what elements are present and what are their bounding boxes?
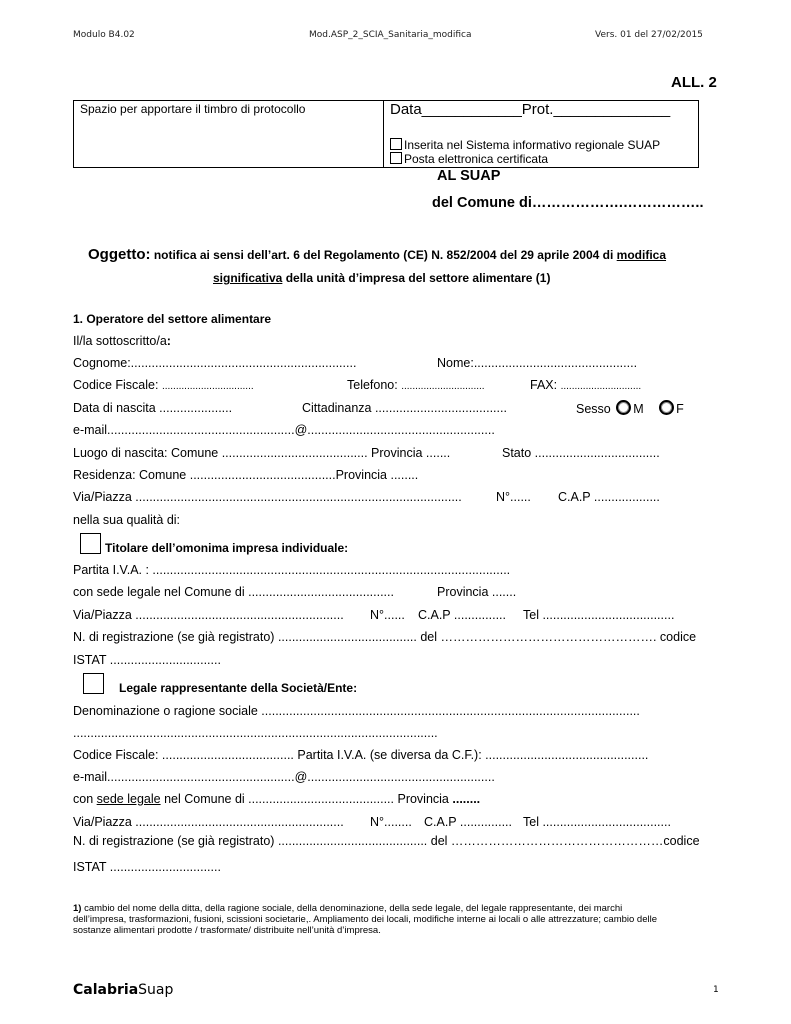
codice-fiscale-row xyxy=(73,378,254,392)
subject-line2 xyxy=(213,271,550,285)
sesso-f-label: F xyxy=(676,402,684,416)
protocol-box-divider xyxy=(383,101,384,167)
nome-field[interactable]: Nome:............................................... xyxy=(437,356,638,370)
titolare-piva-field[interactable]: Partita I.V.A. : ....................................................................................................... xyxy=(73,563,511,577)
option-suap-label: Inserita nel Sistema informativo regionale SUAP xyxy=(404,138,661,152)
titolare-cap-field[interactable]: C.A.P ............... xyxy=(418,608,506,622)
fax-label: FAX: xyxy=(530,378,561,392)
footnote-marker: 1) xyxy=(73,903,82,914)
titolare-title: Titolare dell’omonima impresa individuale: xyxy=(105,541,349,555)
legale-istat-field[interactable]: ISTAT ................................ xyxy=(73,860,221,874)
legale-numero-field[interactable]: N°........ xyxy=(370,815,412,829)
data-prot-line: Data____________Prot.______________ xyxy=(390,101,671,118)
footer-brand-light: Suap xyxy=(138,982,174,998)
titolare-numero-field[interactable]: N°...... xyxy=(370,608,405,622)
subject-significativa: significativa xyxy=(213,271,283,285)
sesso-row xyxy=(576,400,684,416)
section1-title: 1. Operatore del settore alimentare xyxy=(73,312,272,326)
titolare-via-field[interactable]: Via/Piazza ............................................................ xyxy=(73,608,344,622)
subject-text-1: notifica ai sensi dell’art. 6 del Regolamento (CE) N. 852/2004 del 29 aprile 2004 di xyxy=(150,248,617,262)
page-number: 1 xyxy=(713,985,719,995)
subject-line1 xyxy=(88,246,666,263)
telefono-field[interactable]: .............................. xyxy=(401,381,485,392)
legale-provincia-field[interactable]: ........ xyxy=(452,792,481,806)
titolare-istat-field[interactable]: ISTAT ................................ xyxy=(73,653,221,667)
option-pec-label: Posta elettronica certificata xyxy=(404,152,549,166)
footnote xyxy=(73,903,657,936)
cap-field[interactable]: C.A.P ................... xyxy=(558,490,660,504)
legale-sede-field[interactable]: nel Comune di .......................................... Provincia xyxy=(160,792,453,806)
cittadinanza-field[interactable]: Cittadinanza ...................................... xyxy=(302,401,507,415)
legale-cap-field[interactable]: C.A.P ............... xyxy=(424,815,512,829)
legale-denominazione-continued[interactable]: ......................................................................................................... xyxy=(73,726,438,740)
legale-sede-con: con xyxy=(73,792,97,806)
legale-title: Legale rappresentante della Società/Ente: xyxy=(119,681,358,695)
legale-sede-row xyxy=(73,792,480,806)
footer-brand-bold: Calabria xyxy=(73,982,139,998)
undersigned-label xyxy=(73,334,171,348)
codice-fiscale-field[interactable]: ................................. xyxy=(161,381,254,392)
numero-field[interactable]: N°...... xyxy=(496,490,531,504)
fax-field[interactable]: ............................. xyxy=(560,381,642,392)
residenza-field[interactable]: Residenza: Comune ..........................................Provincia ........ xyxy=(73,468,419,482)
attachment-label: ALL. 2 xyxy=(671,74,717,91)
via-field[interactable]: Via/Piazza .............................................................................................. xyxy=(73,490,462,504)
legale-codice-fiscale-field[interactable]: Codice Fiscale: ...................................... Partita I.V.A. (se diversa da C.F.): ............................................... xyxy=(73,748,649,762)
stato-field[interactable]: Stato .................................... xyxy=(502,446,660,460)
legale-denominazione-field[interactable]: Denominazione o ragione sociale ............................................................................................................. xyxy=(73,704,640,718)
sesso-m-radio[interactable] xyxy=(616,400,631,415)
pec-checkbox[interactable] xyxy=(390,152,402,164)
header-module: Modulo B4.02 xyxy=(73,30,135,40)
legale-registrazione-field[interactable]: N. di registrazione (se già registrato) ........................................... del ……………………………………………codice xyxy=(73,834,700,848)
email-field[interactable]: e-mail......................................................@...................................................... xyxy=(73,423,495,437)
protocol-box xyxy=(73,100,699,168)
option-suap xyxy=(390,138,660,152)
titolare-tel-field[interactable]: Tel ...................................... xyxy=(523,608,675,622)
option-pec xyxy=(390,152,548,166)
sesso-f-radio[interactable] xyxy=(659,400,674,415)
legale-sede-legale: sede legale xyxy=(96,792,161,806)
undersigned-colon: : xyxy=(166,334,171,348)
cognome-field[interactable]: Cognome:................................................................. xyxy=(73,356,357,370)
footnote-line-1 xyxy=(73,903,657,914)
addressee-suap: AL SUAP xyxy=(437,168,501,184)
suap-checkbox[interactable] xyxy=(390,138,402,150)
footnote-line-3: sostanze alimentari prodotte / trasformate/ distribuite nell’unità d’impresa. xyxy=(73,925,381,936)
legale-email-field[interactable]: e-mail......................................................@...................................................... xyxy=(73,770,495,784)
stamp-label: Spazio per apportare il timbro di protocollo xyxy=(80,102,306,116)
qualita-label: nella sua qualità di: xyxy=(73,513,181,527)
footer-brand xyxy=(73,982,173,998)
legale-via-field[interactable]: Via/Piazza ............................................................ xyxy=(73,815,344,829)
luogo-nascita-field[interactable]: Luogo di nascita: Comune .......................................... Provincia ....... xyxy=(73,446,451,460)
telefono-label: Telefono: xyxy=(347,378,402,392)
codice-fiscale-label: Codice Fiscale: xyxy=(73,378,162,392)
sesso-label: Sesso xyxy=(576,402,611,416)
titolare-sede-field[interactable]: con sede legale nel Comune di .......................................... xyxy=(73,585,394,599)
titolare-provincia-field[interactable]: Provincia ....... xyxy=(437,585,517,599)
legale-checkbox[interactable] xyxy=(83,673,104,694)
data-nascita-field[interactable]: Data di nascita ..................... xyxy=(73,401,233,415)
footnote-text-1: cambio del nome della ditta, della ragione sociale, della denominazione, della sede legale, del legale rappresentante, dei marchi xyxy=(81,903,623,914)
addressee-comune: del Comune di……………….…………….. xyxy=(432,195,704,211)
fax-row xyxy=(530,378,641,392)
titolare-registrazione-field[interactable]: N. di registrazione (se già registrato) ........................................ del ……………………………………………. codice xyxy=(73,630,697,644)
subject-modifica: modifica xyxy=(616,248,667,262)
telefono-row xyxy=(347,378,485,392)
subject-label: Oggetto: xyxy=(88,246,151,263)
undersigned-text: Il/la sottoscritto/a xyxy=(73,334,167,348)
legale-tel-field[interactable]: Tel ..................................... xyxy=(523,815,671,829)
footnote-line-2: dell’impresa, trasformazioni, fusioni, scissioni societarie,. Ampliamento dei locali, modifiche interne ai locali o alle attrezzature; cambio delle xyxy=(73,914,657,925)
sesso-m-label: M xyxy=(633,402,644,416)
header-version: Vers. 01 del 27/02/2015 xyxy=(595,30,703,40)
subject-text-2: della unità d’impresa del settore alimentare (1) xyxy=(282,271,551,285)
header-model: Mod.ASP_2_SCIA_Sanitaria_modifica xyxy=(309,30,472,40)
titolare-checkbox[interactable] xyxy=(80,533,101,554)
